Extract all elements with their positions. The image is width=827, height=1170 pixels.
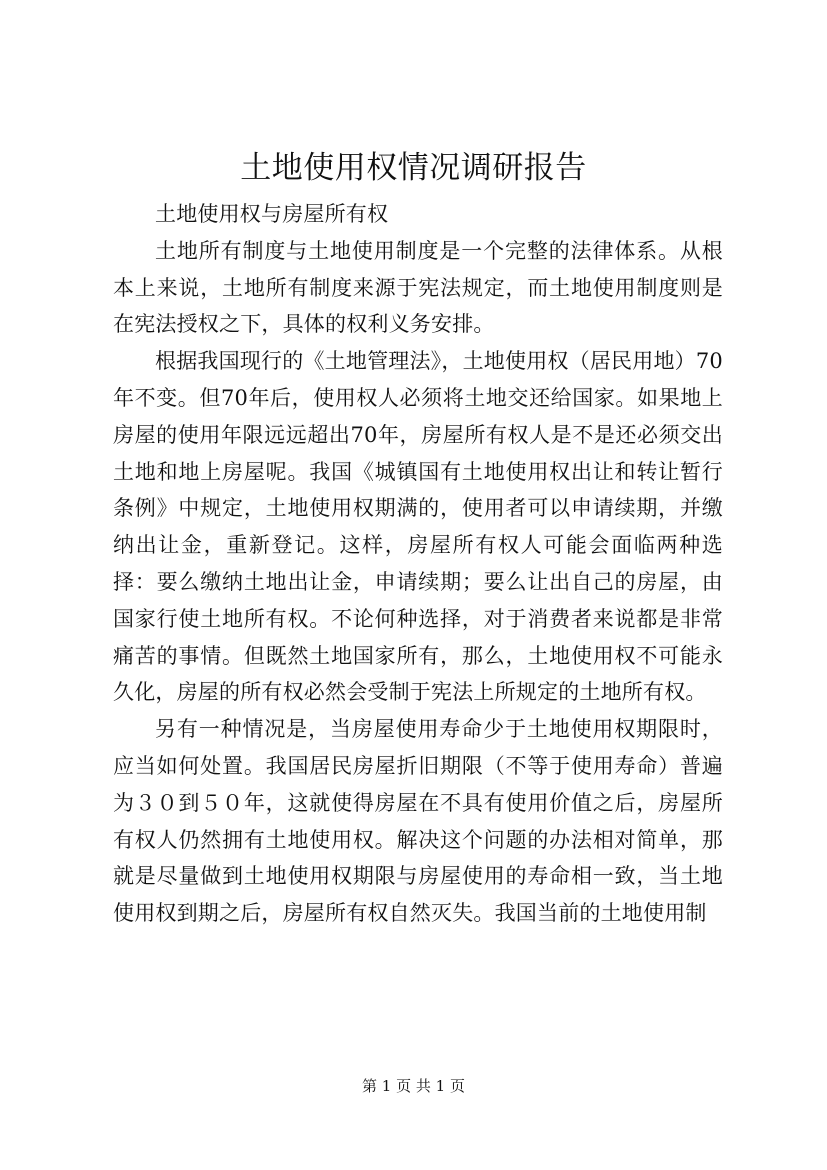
section-heading: 土地使用权与房屋所有权 xyxy=(155,202,389,226)
document-body xyxy=(113,196,723,932)
paragraph-3: 另有一种情况是，当房屋使用寿命少于土地使用权期限时，应当如何处置。我国居民房屋折旧期限（不等于使用寿命）普遍为３０到５０年，这就使得房屋在不具有使用价值之后，房屋所有权人仍然拥有土地使用权。解决这个问题的办法相对简单，那就是尽量做到土地使用权期限与房屋使用的寿命相一致，当土地使用权到期之后，房屋所有权自然灭失。我国当前的土地使用制 xyxy=(113,717,723,926)
paragraph-1: 土地所有制度与土地使用制度是一个完整的法律体系。从根本上来说，土地所有制度来源于宪法规定，而土地使用制度则是在宪法授权之下，具体的权利义务安排。 xyxy=(113,238,723,337)
paragraph-2: 根据我国现行的《土地管理法》，土地使用权（居民用地）70年不变。但70年后，使用权人必须将土地交还给国家。如果地上房屋的使用年限远远超出70年，房屋所有权人是不是还必须交出土地和地上房屋呢。我国《城镇国有土地使用权出让和转让暂行条例》中规定，土地使用权期满的，使用者可以申请续期，并缴纳出让金，重新登记。这样，房屋所有权人可能会面临两种选择：要么缴纳土地出让金，申请续期；要么让出自己的房屋，由国家行使土地所有权。不论何种选择，对于消费者来说都是非常痛苦的事情。但既然土地国家所有，那么，土地使用权不可能永久化，房屋的所有权必然会受制于宪法上所规定的土地所有权。 xyxy=(113,349,723,705)
document-title: 土地使用权情况调研报告 xyxy=(240,150,587,186)
page-number-footer: 第 1 页 共 1 页 xyxy=(362,1077,465,1095)
